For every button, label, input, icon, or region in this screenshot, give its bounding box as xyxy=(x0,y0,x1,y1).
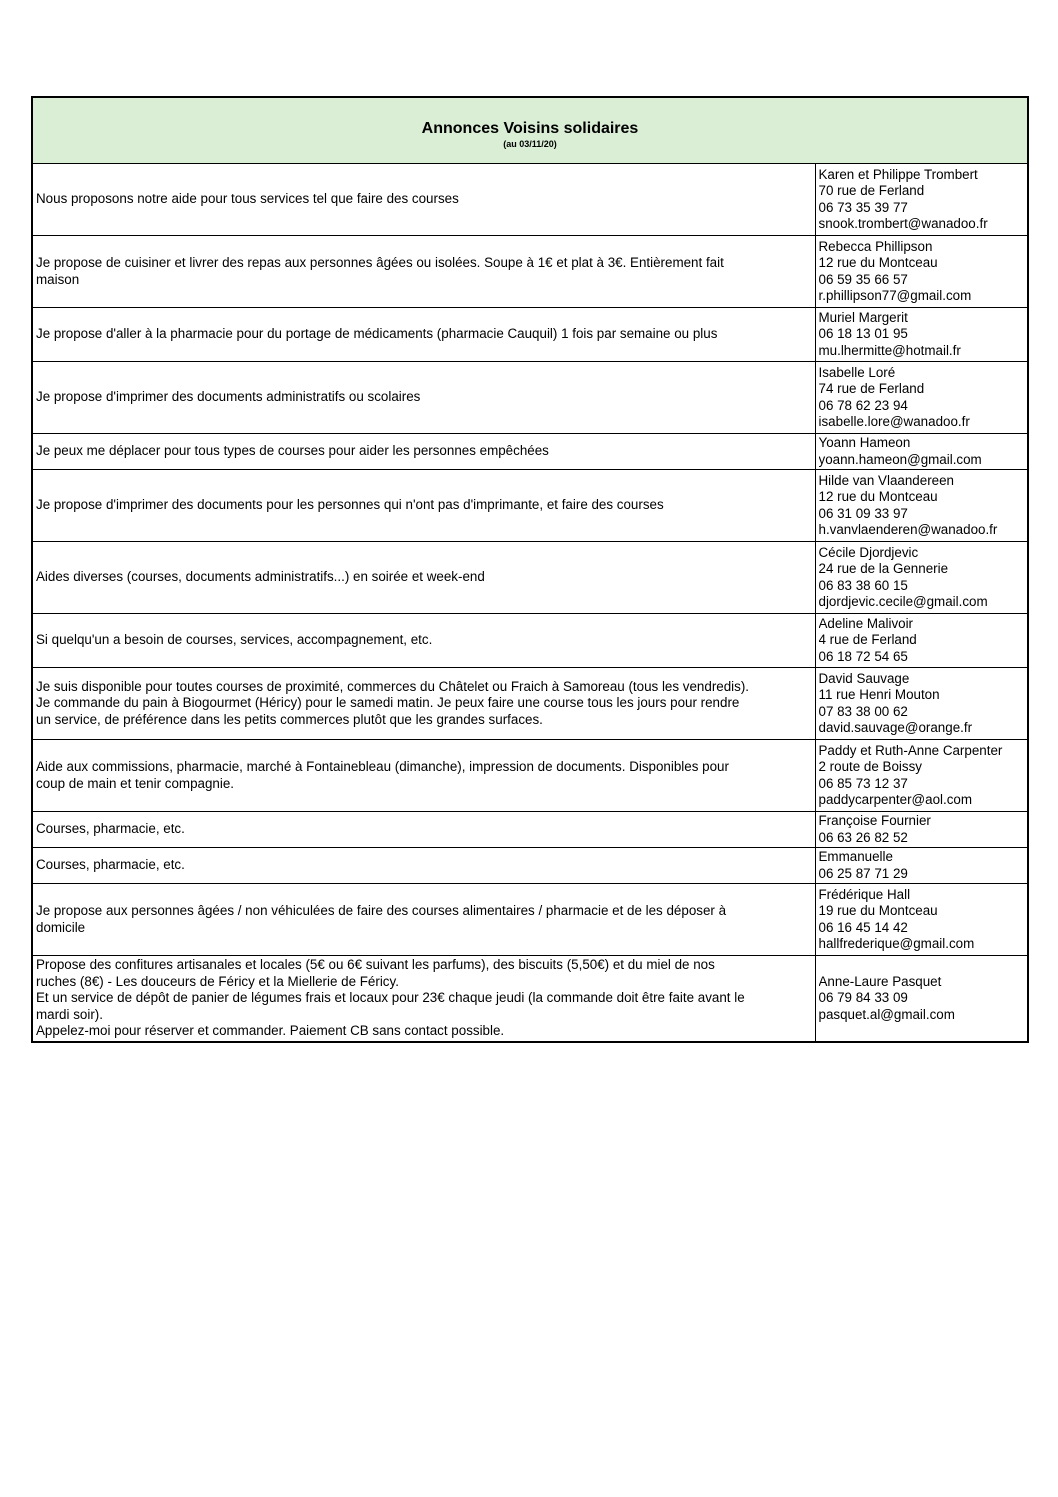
contact-cell xyxy=(815,884,1028,956)
contact-line: 06 79 84 33 09 xyxy=(818,990,908,1005)
contact-line: 4 rue de Ferland xyxy=(818,632,917,648)
contact-line: Rebecca Phillipson xyxy=(818,238,933,254)
contact-cell xyxy=(815,740,1028,812)
table-row xyxy=(32,956,1028,1042)
table-header xyxy=(32,97,1028,164)
contact-line: 70 rue de Ferland xyxy=(818,183,925,198)
contact-cell xyxy=(815,164,1028,236)
contact-line: Emmanuelle xyxy=(818,849,893,864)
contact-line: hallfrederique@gmail.com xyxy=(818,936,975,951)
contact-cell xyxy=(815,470,1028,542)
contact-line: 19 rue du Montceau xyxy=(818,903,938,918)
contact-line: djordjevic.cecile@gmail.com xyxy=(818,594,988,609)
contact-cell xyxy=(815,614,1028,668)
contact-line: Muriel Margerit xyxy=(818,309,908,325)
contact-line: 06 83 38 60 15 xyxy=(818,577,908,593)
contact-line: mu.lhermitte@hotmail.fr xyxy=(818,342,961,358)
announcement-description: Je peux me déplacer pour tous types de courses pour aider les personnes empêchées xyxy=(32,434,815,470)
table-row xyxy=(32,308,1028,362)
contact-cell xyxy=(815,434,1028,470)
contact-line: isabelle.lore@wanadoo.fr xyxy=(818,414,970,429)
contact-line: h.vanvlaenderen@wanadoo.fr xyxy=(818,522,998,537)
contact-line: Frédérique Hall xyxy=(818,886,911,902)
contact-line: 06 73 35 39 77 xyxy=(818,199,908,215)
contact-line: 06 25 87 71 29 xyxy=(818,865,908,881)
table-row xyxy=(32,236,1028,308)
contact-line: 06 16 45 14 42 xyxy=(818,919,908,935)
contact-line: snook.trombert@wanadoo.fr xyxy=(818,216,988,231)
contact-line: 06 78 62 23 94 xyxy=(818,397,908,413)
announcement-description: Je propose d'imprimer des documents pour les personnes qui n'ont pas d'imprimante, et faire des courses xyxy=(32,470,815,542)
contact-line: Isabelle Loré xyxy=(818,364,896,380)
contact-line: yoann.hameon@gmail.com xyxy=(818,451,982,467)
announcement-description: Aide aux commissions, pharmacie, marché à Fontainebleau (dimanche), impression de documents. Disponibles pour coup de main et tenir compagnie. xyxy=(32,740,815,812)
contact-line: paddycarpenter@aol.com xyxy=(818,792,973,807)
table-row xyxy=(32,884,1028,956)
contact-cell xyxy=(815,848,1028,884)
announcement-description: Je propose d'aller à la pharmacie pour du portage de médicaments (pharmacie Cauquil) 1 fois par semaine ou plus xyxy=(32,308,815,362)
contact-line: 06 18 13 01 95 xyxy=(818,326,908,342)
contact-line: David Sauvage xyxy=(818,670,910,686)
contact-cell xyxy=(815,308,1028,362)
table-row xyxy=(32,434,1028,470)
announcement-description: Propose des confitures artisanales et locales (5€ ou 6€ suivant les parfums), des biscuits (5,50€) et du miel de nos ruches (8€) - Les douceurs de Féricy et la Miellerie de Féricy. Et un service de dépôt de panier de légumes frais et locaux pour 23€ chaque jeudi (la commande doit être faite avant le mardi soir). Appelez-moi pour réserver et commander. Paiement CB sans contact possible. xyxy=(32,956,815,1042)
table-row xyxy=(32,740,1028,812)
contact-line: 24 rue de la Gennerie xyxy=(818,561,949,576)
contact-cell xyxy=(815,542,1028,614)
table-row xyxy=(32,542,1028,614)
contact-line: 11 rue Henri Mouton xyxy=(818,687,940,702)
announcement-description: Je suis disponible pour toutes courses de proximité, commerces du Châtelet ou Fraich à Samoreau (tous les vendredis). Je commande du pain à Biogourmet (Héricy) pour le samedi matin. Je peux faire une course tous les jours pour rendre un service, de préférence dans les petits commerces plutôt que les grandes surfaces. xyxy=(32,668,815,740)
contact-cell xyxy=(815,236,1028,308)
announcement-description: Courses, pharmacie, etc. xyxy=(32,812,815,848)
contact-cell xyxy=(815,956,1028,1042)
contact-cell xyxy=(815,362,1028,434)
contact-line: pasquet.al@gmail.com xyxy=(818,1006,955,1022)
contact-line: 2 route de Boissy xyxy=(818,759,922,774)
contact-line: 06 18 72 54 65 xyxy=(818,648,908,664)
table-row xyxy=(32,668,1028,740)
table-row xyxy=(32,848,1028,884)
page-date: (au 03/11/20) xyxy=(503,139,557,149)
table-header-row xyxy=(32,97,1028,164)
contact-line: 06 63 26 82 52 xyxy=(818,829,908,845)
contact-line: Adeline Malivoir xyxy=(818,615,914,631)
announcement-description: Courses, pharmacie, etc. xyxy=(32,848,815,884)
table-row xyxy=(32,470,1028,542)
table-row xyxy=(32,614,1028,668)
contact-line: Cécile Djordjevic xyxy=(818,544,919,560)
contact-line: Karen et Philippe Trombert xyxy=(818,166,978,182)
contact-line: 74 rue de Ferland xyxy=(818,381,925,396)
announcement-description: Je propose de cuisiner et livrer des repas aux personnes âgées ou isolées. Soupe à 1€ et plat à 3€. Entièrement fait maison xyxy=(32,236,815,308)
contact-line: 06 31 09 33 97 xyxy=(818,505,908,521)
announcement-description: Je propose d'imprimer des documents administratifs ou scolaires xyxy=(32,362,815,434)
announcement-description: Nous proposons notre aide pour tous services tel que faire des courses xyxy=(32,164,815,236)
contact-line: david.sauvage@orange.fr xyxy=(818,720,973,735)
contact-line: 12 rue du Montceau xyxy=(818,489,938,504)
table-row xyxy=(32,362,1028,434)
announcement-description: Si quelqu'un a besoin de courses, services, accompagnement, etc. xyxy=(32,614,815,668)
contact-line: Françoise Fournier xyxy=(818,813,931,828)
table-row xyxy=(32,164,1028,236)
contact-cell xyxy=(815,668,1028,740)
table-row xyxy=(32,812,1028,848)
contact-line: Anne-Laure Pasquet xyxy=(818,973,942,989)
contact-line: Yoann Hameon xyxy=(818,435,911,450)
announcement-description: Je propose aux personnes âgées / non véhiculées de faire des courses alimentaires / pharmacie et de les déposer à domicile xyxy=(32,884,815,956)
contact-line: Paddy et Ruth-Anne Carpenter xyxy=(818,742,1003,758)
announcements-table xyxy=(31,96,1029,1043)
contact-line: 06 59 35 66 57 xyxy=(818,271,908,287)
page-title: Annonces Voisins solidaires xyxy=(421,120,639,137)
contact-cell xyxy=(815,812,1028,848)
contact-line: 06 85 73 12 37 xyxy=(818,775,908,791)
contact-line: 12 rue du Montceau xyxy=(818,255,938,270)
announcement-description: Aides diverses (courses, documents administratifs...) en soirée et week-end xyxy=(32,542,815,614)
contact-line: r.phillipson77@gmail.com xyxy=(818,288,972,303)
contact-line: Hilde van Vlaandereen xyxy=(818,472,954,488)
contact-line: 07 83 38 00 62 xyxy=(818,703,908,719)
